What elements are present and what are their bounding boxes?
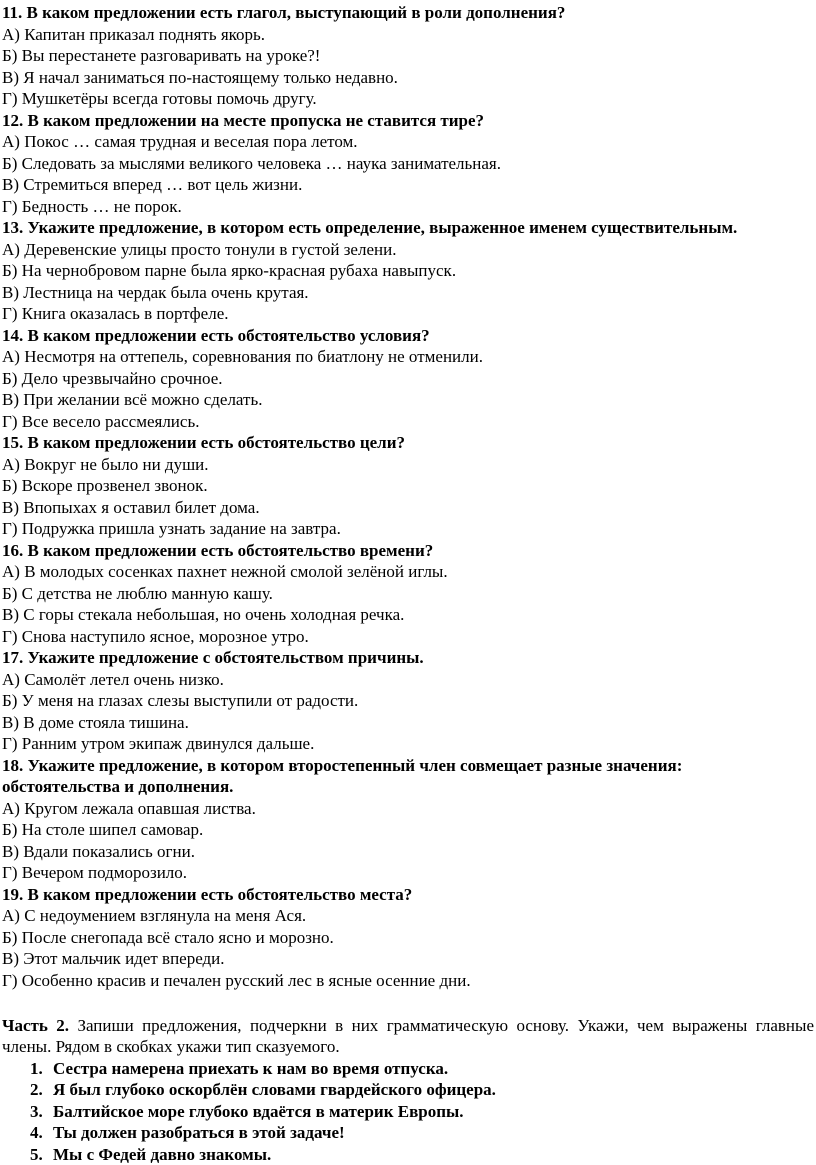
part2-sentence: 3. Балтийское море глубоко вдаётся в материк Европы. (47, 1101, 814, 1123)
question-18 (2, 755, 814, 884)
answer-option: А) Покос … самая трудная и веселая пора летом. (2, 131, 814, 153)
answer-option: Б) На столе шипел самовар. (2, 819, 814, 841)
answer-option: А) Несмотря на оттепель, соревнования по биатлону не отменили. (2, 346, 814, 368)
answer-option: А) Самолёт летел очень низко. (2, 669, 814, 691)
answer-option: Б) Вскоре прозвенел звонок. (2, 475, 814, 497)
question-12 (2, 110, 814, 218)
question-title: 15. В каком предложении есть обстоятельство цели? (2, 432, 814, 454)
answer-option: Б) С детства не люблю манную кашу. (2, 583, 814, 605)
part2-sentence-list (2, 1058, 814, 1165)
question-title: 18. Укажите предложение, в котором второстепенный член совмещает разные значения: (2, 755, 814, 777)
part2-instruction (2, 1015, 814, 1058)
answer-option: В) Этот мальчик идет впереди. (2, 948, 814, 970)
answer-option: А) Кругом лежала опавшая листва. (2, 798, 814, 820)
answer-option: Б) У меня на глазах слезы выступили от радости. (2, 690, 814, 712)
question-title-continued: обстоятельства и дополнения. (2, 776, 814, 798)
part2-label: Часть 2. (2, 1016, 69, 1035)
answer-option: А) В молодых сосенках пахнет нежной смолой зелёной иглы. (2, 561, 814, 583)
question-title: 12. В каком предложении на месте пропуска не ставится тире? (2, 110, 814, 132)
question-19 (2, 884, 814, 992)
answer-option: Б) Дело чрезвычайно срочное. (2, 368, 814, 390)
answer-option: А) С недоумением взглянула на меня Ася. (2, 905, 814, 927)
question-11 (2, 2, 814, 110)
answer-option: Г) Мушкетёры всегда готовы помочь другу. (2, 88, 814, 110)
question-title: 16. В каком предложении есть обстоятельство времени? (2, 540, 814, 562)
answer-option: А) Деревенские улицы просто тонули в густой зелени. (2, 239, 814, 261)
question-title: 14. В каком предложении есть обстоятельство условия? (2, 325, 814, 347)
answer-option: В) Впопыхах я оставил билет дома. (2, 497, 814, 519)
answer-option: Г) Снова наступило ясное, морозное утро. (2, 626, 814, 648)
answer-option: Г) Все весело рассмеялись. (2, 411, 814, 433)
answer-option: В) Я начал заниматься по-настоящему только недавно. (2, 67, 814, 89)
part2-sentence: 2. Я был глубоко оскорблён словами гвардейского офицера. (47, 1079, 814, 1101)
answer-option: В) При желании всё можно сделать. (2, 389, 814, 411)
answer-option: Б) Вы перестанете разговаривать на уроке?! (2, 45, 814, 67)
question-13 (2, 217, 814, 325)
answer-option: Г) Особенно красив и печален русский лес в ясные осенние дни. (2, 970, 814, 992)
part2-sentence: 4. Ты должен разобраться в этой задаче! (47, 1122, 814, 1144)
question-15 (2, 432, 814, 540)
answer-option: Г) Ранним утром экипаж двинулся дальше. (2, 733, 814, 755)
question-14 (2, 325, 814, 433)
question-17 (2, 647, 814, 755)
answer-option: Г) Книга оказалась в портфеле. (2, 303, 814, 325)
question-title: 19. В каком предложении есть обстоятельство места? (2, 884, 814, 906)
answer-option: Б) Следовать за мыслями великого человека … наука занимательная. (2, 153, 814, 175)
answer-option: В) Вдали показались огни. (2, 841, 814, 863)
answer-option: Г) Вечером подморозило. (2, 862, 814, 884)
answer-option: Б) На чернобровом парне была ярко-красная рубаха навыпуск. (2, 260, 814, 282)
answer-option: Г) Бедность … не порок. (2, 196, 814, 218)
answer-option: В) В доме стояла тишина. (2, 712, 814, 734)
part2-sentence: 5. Мы с Федей давно знакомы. (47, 1144, 814, 1165)
answer-option: В) С горы стекала небольшая, но очень холодная речка. (2, 604, 814, 626)
answer-option: Г) Подружка пришла узнать задание на завтра. (2, 518, 814, 540)
question-title: 13. Укажите предложение, в котором есть определение, выраженное именем существительным. (2, 217, 814, 239)
part2-sentence: 1. Сестра намерена приехать к нам во время отпуска. (47, 1058, 814, 1080)
question-title: 11. В каком предложении есть глагол, выступающий в роли дополнения? (2, 2, 814, 24)
answer-option: В) Стремиться вперед … вот цель жизни. (2, 174, 814, 196)
answer-option: А) Капитан приказал поднять якорь. (2, 24, 814, 46)
question-title: 17. Укажите предложение с обстоятельством причины. (2, 647, 814, 669)
answer-option: Б) После снегопада всё стало ясно и морозно. (2, 927, 814, 949)
answer-option: А) Вокруг не было ни души. (2, 454, 814, 476)
part2-instruction-text: Запиши предложения, подчеркни в них грамматическую основу. Укажи, чем выражены главные члены. Рядом в скобках укажи тип сказуемого. (2, 1016, 814, 1057)
question-16 (2, 540, 814, 648)
answer-option: В) Лестница на чердак была очень крутая. (2, 282, 814, 304)
section-spacer (2, 991, 814, 1013)
